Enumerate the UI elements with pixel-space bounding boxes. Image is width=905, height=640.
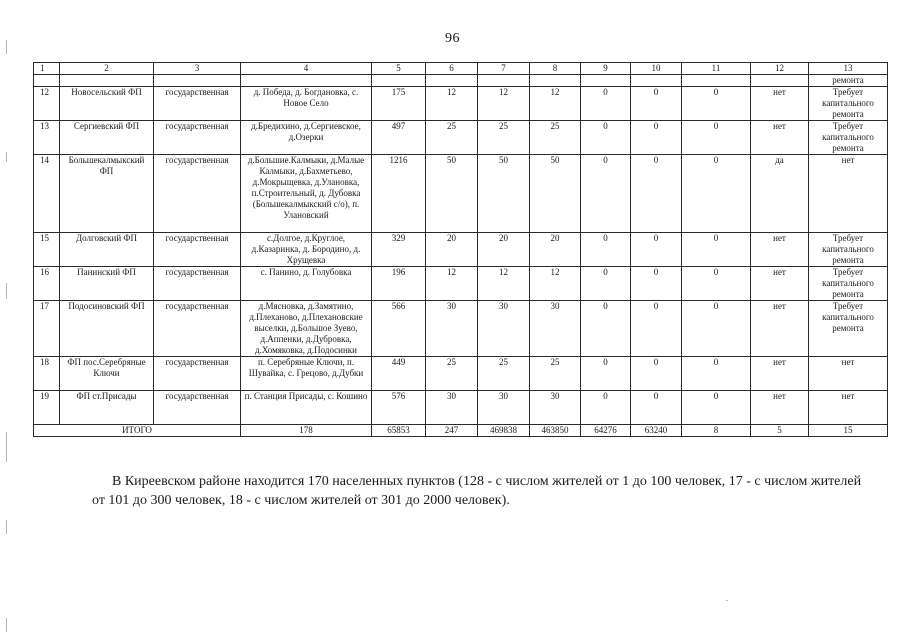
col-12-value: нет: [751, 87, 809, 121]
condition: нет: [809, 155, 888, 233]
facility-name: Большекалмыкский ФП: [60, 155, 154, 233]
row-number: 15: [34, 233, 60, 267]
col-9-value: 0: [581, 267, 631, 301]
summary-text: В Киреевском районе находится 170 населенных пунктов (128 - с числом жителей от 1 до 100 человек, 17 - с числом жителей от 101 до 300 человек, 18 - с числом жителей от 301 до 2000 человек).: [92, 474, 862, 508]
col-11-value: 0: [682, 391, 751, 425]
table-row: [34, 267, 888, 301]
col-6-value: 50: [426, 155, 478, 233]
col-7-value: 30: [478, 301, 530, 357]
condition: Требует капитального ремонта: [809, 121, 888, 155]
facility-name: ФП ст.Присады: [60, 391, 154, 425]
col-10-value: 0: [631, 121, 682, 155]
condition: нет: [809, 391, 888, 425]
population-served: 497: [372, 121, 426, 155]
population-served: 576: [372, 391, 426, 425]
column-number: 13: [809, 63, 888, 75]
facility-name: Новосельский ФП: [60, 87, 154, 121]
column-number: 5: [372, 63, 426, 75]
ownership-type: государственная: [154, 121, 241, 155]
column-number-row: [34, 63, 888, 75]
col-6-value: 12: [426, 87, 478, 121]
settlements-served: д.Большие.Калмыки, д.Малые Калмыки, д.Бахметьево, д.Мокрыщевка, д.Улановка, п.Строительный, д. Дубовка (Большекалмыкский с/о), п. Улановский: [241, 155, 372, 233]
ownership-type: государственная: [154, 87, 241, 121]
settlements-served: п. Серебряные Ключи, п. Шувайка, с. Грецово, д.Дубки: [241, 357, 372, 391]
total-value: 64276: [581, 425, 631, 437]
col-7-value: 12: [478, 87, 530, 121]
scan-edge-mark: [6, 520, 7, 534]
table-row: [34, 121, 888, 155]
settlements-served: п. Станция Присады, с. Кошино: [241, 391, 372, 425]
column-number: 12: [751, 63, 809, 75]
col-8-value: 30: [530, 391, 581, 425]
total-value: 8: [682, 425, 751, 437]
col-9-value: 0: [581, 121, 631, 155]
column-number: 10: [631, 63, 682, 75]
column-number: 7: [478, 63, 530, 75]
col-9-value: 0: [581, 391, 631, 425]
col-8-value: 12: [530, 267, 581, 301]
scan-edge-mark: [6, 283, 7, 299]
col-12-value: нет: [751, 233, 809, 267]
table-row: [34, 357, 888, 391]
col-10-value: 0: [631, 267, 682, 301]
table-row: [34, 233, 888, 267]
col-8-value: 25: [530, 357, 581, 391]
col-11-value: 0: [682, 301, 751, 357]
col-9-value: 0: [581, 233, 631, 267]
col-11-value: 0: [682, 267, 751, 301]
col-12-value: нет: [751, 357, 809, 391]
table-row: [34, 301, 888, 357]
table-row: [34, 391, 888, 425]
ownership-type: государственная: [154, 155, 241, 233]
table-row: [34, 87, 888, 121]
row-number: 18: [34, 357, 60, 391]
column-number: 3: [154, 63, 241, 75]
ownership-type: государственная: [154, 391, 241, 425]
condition: Требует капитального ремонта: [809, 301, 888, 357]
row-number: 16: [34, 267, 60, 301]
table-row: [34, 155, 888, 233]
facility-name: Сергиевский ФП: [60, 121, 154, 155]
continuation-text: ремонта: [809, 75, 888, 87]
col-12-value: нет: [751, 267, 809, 301]
summary-paragraph: [92, 472, 867, 510]
total-value: 463850: [530, 425, 581, 437]
col-7-value: 20: [478, 233, 530, 267]
col-11-value: 0: [682, 233, 751, 267]
facility-name: ФП пос.Серебряные Ключи: [60, 357, 154, 391]
ownership-type: государственная: [154, 357, 241, 391]
ownership-type: государственная: [154, 267, 241, 301]
data-table: [33, 62, 888, 437]
total-value: 469838: [478, 425, 530, 437]
col-8-value: 12: [530, 87, 581, 121]
col-11-value: 0: [682, 357, 751, 391]
population-served: 449: [372, 357, 426, 391]
col-10-value: 0: [631, 155, 682, 233]
col-6-value: 25: [426, 357, 478, 391]
col-10-value: 0: [631, 233, 682, 267]
column-number: 2: [60, 63, 154, 75]
col-9-value: 0: [581, 357, 631, 391]
condition: Требует капитального ремонта: [809, 87, 888, 121]
col-10-value: 0: [631, 357, 682, 391]
column-number: 1: [34, 63, 60, 75]
col-6-value: 30: [426, 301, 478, 357]
col-7-value: 25: [478, 357, 530, 391]
col-8-value: 50: [530, 155, 581, 233]
total-value: 178: [241, 425, 372, 437]
row-number: 17: [34, 301, 60, 357]
ownership-type: государственная: [154, 301, 241, 357]
column-number: 6: [426, 63, 478, 75]
row-number: 12: [34, 87, 60, 121]
scan-edge-mark: [6, 618, 7, 632]
row-number: 14: [34, 155, 60, 233]
total-value: 65853: [372, 425, 426, 437]
condition: Требует капитального ремонта: [809, 233, 888, 267]
row-number: 13: [34, 121, 60, 155]
total-value: 15: [809, 425, 888, 437]
col-7-value: 25: [478, 121, 530, 155]
population-served: 1216: [372, 155, 426, 233]
col-12-value: нет: [751, 301, 809, 357]
col-8-value: 20: [530, 233, 581, 267]
col-6-value: 12: [426, 267, 478, 301]
column-number: 4: [241, 63, 372, 75]
scan-edge-mark: [6, 432, 7, 462]
col-7-value: 12: [478, 267, 530, 301]
settlements-served: с. Панино, д. Голубовка: [241, 267, 372, 301]
scan-speck: [726, 600, 728, 601]
col-12-value: нет: [751, 391, 809, 425]
ownership-type: государственная: [154, 233, 241, 267]
population-served: 566: [372, 301, 426, 357]
facility-name: Подосиновский ФП: [60, 301, 154, 357]
total-value: 247: [426, 425, 478, 437]
col-10-value: 0: [631, 87, 682, 121]
col-11-value: 0: [682, 121, 751, 155]
settlements-served: д.Мясновка, д.Замятино, д.Плеханово, д.Плехановские выселки, д.Большое Зуево, д.Аппенки, д.Дубровка, д.Хомяковка, д.Подосинки: [241, 301, 372, 357]
facility-name: Долговский ФП: [60, 233, 154, 267]
total-row: [34, 425, 888, 437]
col-7-value: 50: [478, 155, 530, 233]
total-value: 5: [751, 425, 809, 437]
page-number: 96: [445, 31, 460, 46]
condition: Требует капитального ремонта: [809, 267, 888, 301]
row-number: 19: [34, 391, 60, 425]
condition: нет: [809, 357, 888, 391]
col-7-value: 30: [478, 391, 530, 425]
settlements-served: с.Долгое, д.Круглое, д.Казаринка, д. Бородино, д. Хрущевка: [241, 233, 372, 267]
col-10-value: 0: [631, 391, 682, 425]
col-6-value: 20: [426, 233, 478, 267]
continuation-row: [34, 75, 888, 87]
col-8-value: 25: [530, 121, 581, 155]
column-number: 11: [682, 63, 751, 75]
population-served: 175: [372, 87, 426, 121]
scan-edge-mark: [6, 152, 7, 162]
col-6-value: 25: [426, 121, 478, 155]
total-label: ИТОГО: [34, 425, 241, 437]
population-served: 329: [372, 233, 426, 267]
col-12-value: нет: [751, 121, 809, 155]
col-9-value: 0: [581, 87, 631, 121]
total-value: 63240: [631, 425, 682, 437]
facility-name: Панинский ФП: [60, 267, 154, 301]
col-8-value: 30: [530, 301, 581, 357]
col-12-value: да: [751, 155, 809, 233]
col-9-value: 0: [581, 301, 631, 357]
column-number: 9: [581, 63, 631, 75]
col-10-value: 0: [631, 301, 682, 357]
settlements-served: д. Победа, д. Богдановка, с. Новое Село: [241, 87, 372, 121]
population-served: 196: [372, 267, 426, 301]
col-9-value: 0: [581, 155, 631, 233]
settlements-served: д.Бредихино, д.Сергиевское, д.Озерки: [241, 121, 372, 155]
col-11-value: 0: [682, 155, 751, 233]
col-6-value: 30: [426, 391, 478, 425]
col-11-value: 0: [682, 87, 751, 121]
column-number: 8: [530, 63, 581, 75]
